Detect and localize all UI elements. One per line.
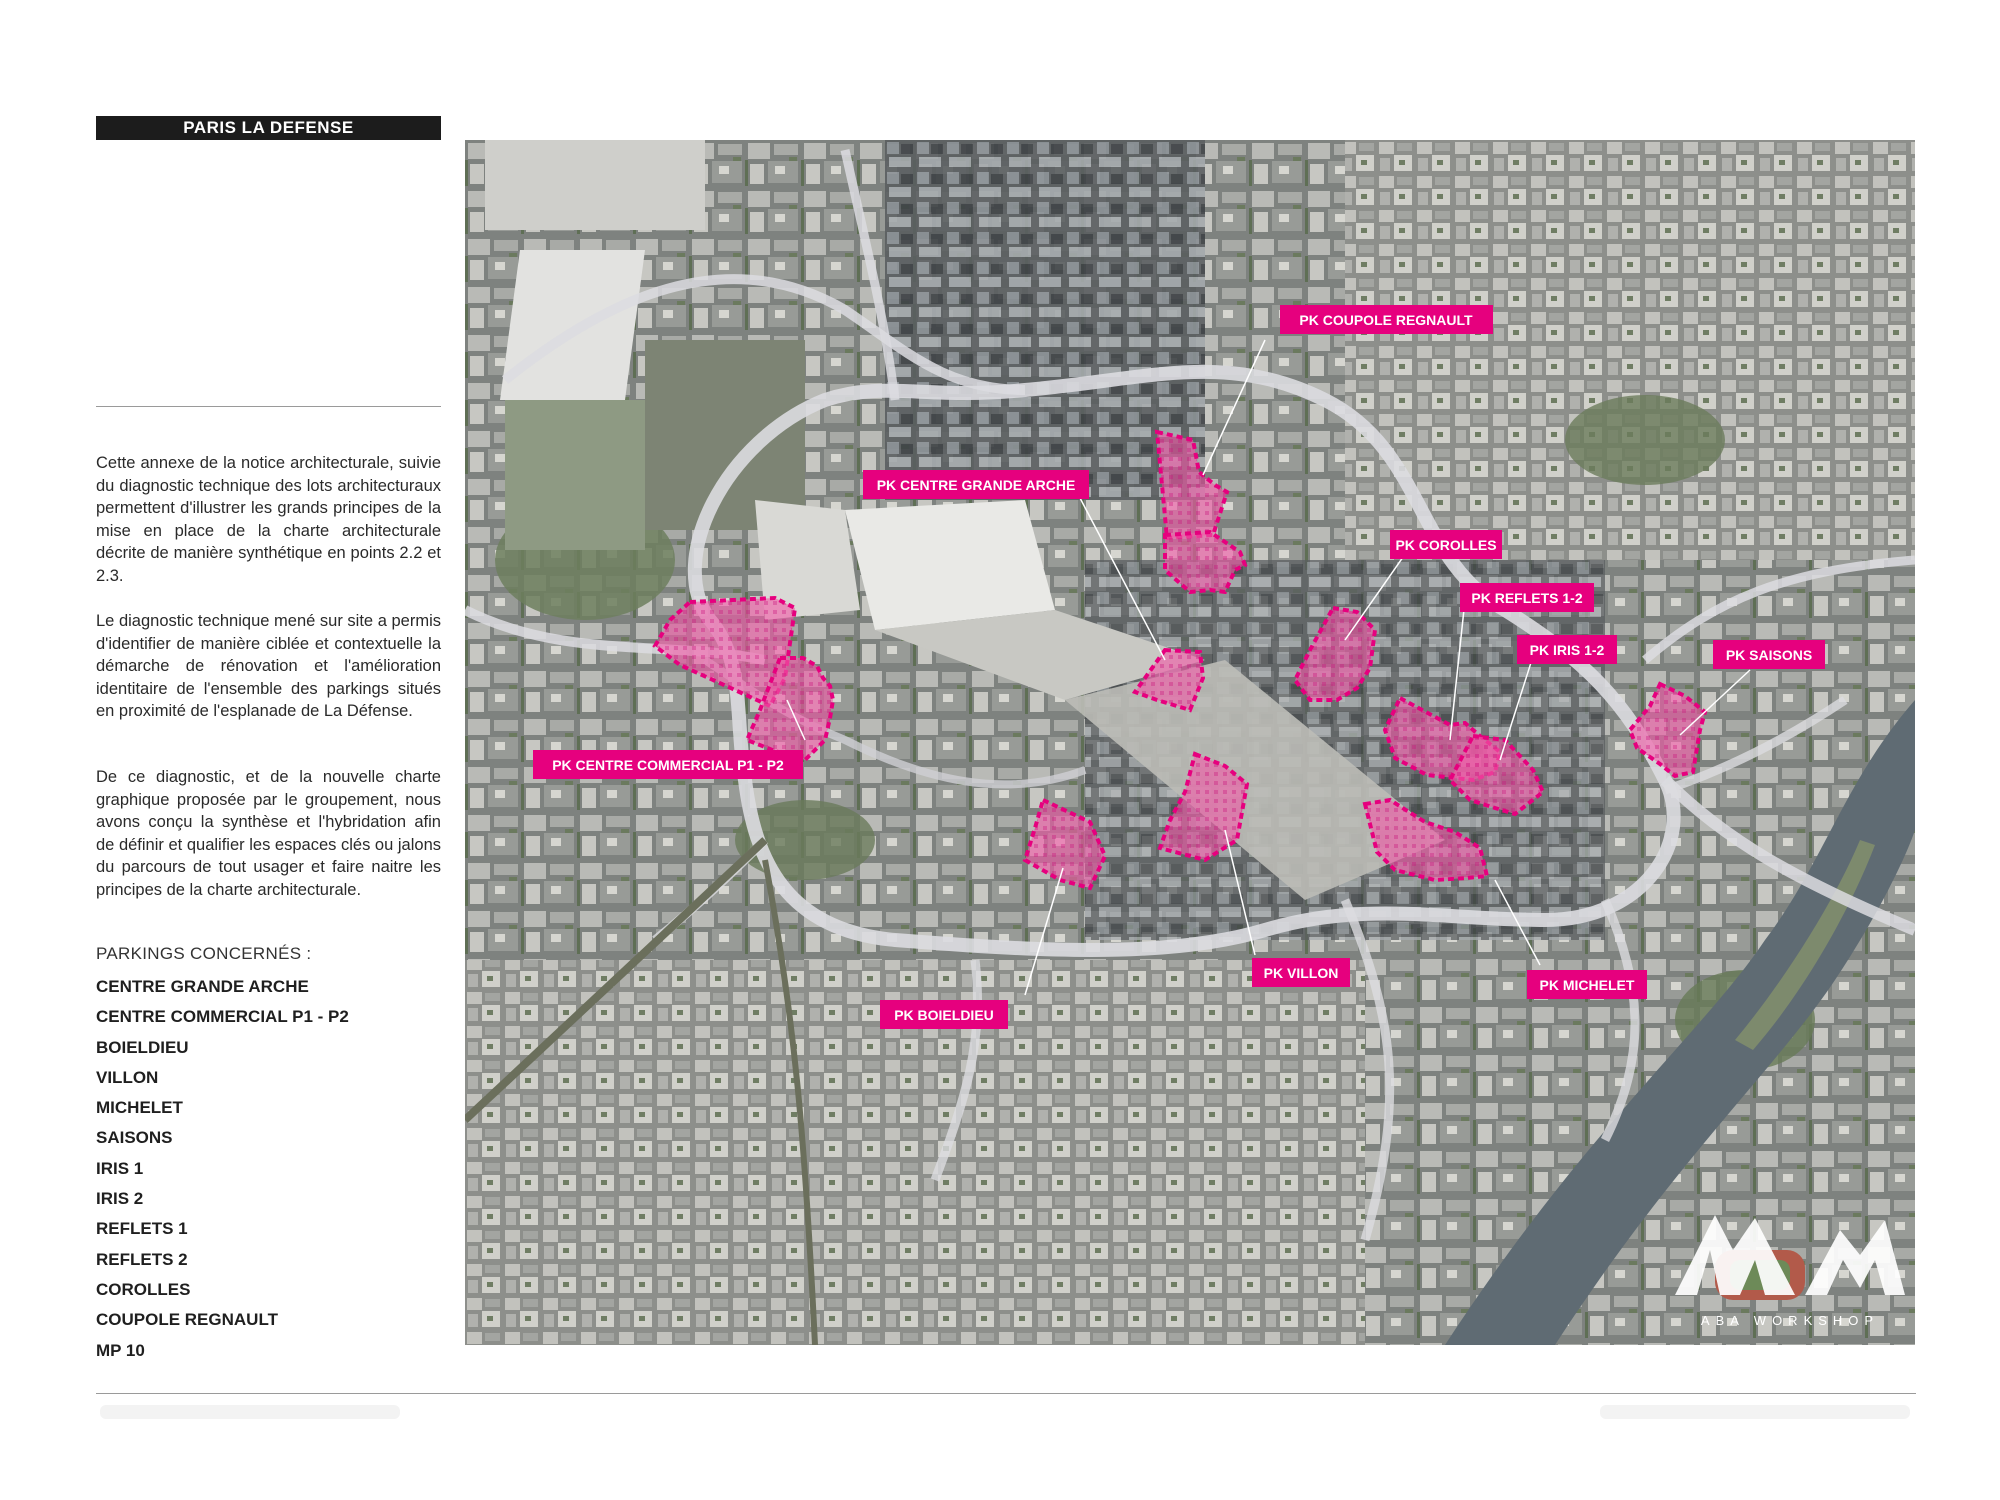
divider-top xyxy=(96,406,441,407)
district-towers xyxy=(885,140,1205,500)
description-paragraph-1: Cette annexe de la notice architecturale, suivie du diagnostic technique des lots architecturaux permettent d'illustrer les grands principes de la mise en place de la charte architecturale décrite de manière synthétique en points 2.2 et 2.3. xyxy=(96,454,441,585)
parking-item: REFLETS 2 xyxy=(96,1249,188,1269)
divider-bottom xyxy=(96,1393,1916,1394)
parking-item: MP 10 xyxy=(96,1340,145,1360)
parking-item: COROLLES xyxy=(96,1279,191,1299)
parking-item: MICHELET xyxy=(96,1098,183,1118)
label-pk-villon[interactable]: PK VILLON xyxy=(1263,965,1339,981)
parking-item: BOIELDIEU xyxy=(96,1037,189,1057)
railway-yard xyxy=(485,140,705,230)
logo-text: ABA WORKSHOP xyxy=(1700,1313,1880,1328)
footer-decoration xyxy=(100,1405,400,1419)
aerial-map[interactable] xyxy=(465,140,1915,1345)
label-pk-centre-grande-arche[interactable]: PK CENTRE GRANDE ARCHE xyxy=(876,477,1076,493)
building-paris-la-defense-arena xyxy=(500,250,645,400)
label-pk-reflets[interactable]: PK REFLETS 1-2 xyxy=(1471,590,1583,606)
label-pk-iris[interactable]: PK IRIS 1-2 xyxy=(1529,642,1605,658)
parking-item: COUPOLE REGNAULT xyxy=(96,1310,278,1330)
parking-item: IRIS 1 xyxy=(96,1158,144,1178)
label-pk-michelet[interactable]: PK MICHELET xyxy=(1539,977,1635,993)
parking-item: SAISONS xyxy=(96,1128,173,1148)
description-paragraph-3: De ce diagnostic, et de la nouvelle charte graphique proposée par le groupement, nous avons conçu la synthèse et l'hybridation afin de définir et qualifier les espaces clés ou jalons du parcours de tout usager et faire naitre les principes de la charte architecturale. xyxy=(96,768,441,899)
label-pk-boieldieu[interactable]: PK BOIELDIEU xyxy=(894,1007,994,1023)
park-area xyxy=(505,400,645,550)
parking-item: CENTRE COMMERCIAL P1 - P2 xyxy=(96,1007,349,1027)
parking-item: CENTRE GRANDE ARCHE xyxy=(96,977,309,996)
cemetery-area xyxy=(645,340,805,530)
label-pk-corolles[interactable]: PK COROLLES xyxy=(1395,537,1497,553)
page-title: PARIS LA DEFENSE xyxy=(96,116,441,140)
footer-decoration xyxy=(1600,1405,1910,1419)
parkings-title: PARKINGS CONCERNÉS : xyxy=(96,944,312,963)
park-area xyxy=(1565,395,1725,485)
parkings-list xyxy=(96,972,349,1366)
grande-arche xyxy=(845,500,1055,630)
description-paragraph-2: Le diagnostic technique mené sur site a permis d'identifier de manière ciblée et contextuelle la démarche de rénovation et l'amélioration identitaire de l'ensemble des parkings situés en proximité de l'esplanade de La Défense. xyxy=(96,612,441,720)
label-pk-saisons[interactable]: PK SAISONS xyxy=(1725,647,1813,663)
parking-item: VILLON xyxy=(96,1067,159,1087)
label-pk-centre-commercial[interactable]: PK CENTRE COMMERCIAL P1 - P2 xyxy=(552,757,784,773)
map-district-northeast xyxy=(1345,140,1915,560)
parking-item: REFLETS 1 xyxy=(96,1219,188,1239)
parking-item: IRIS 2 xyxy=(96,1189,144,1209)
label-pk-coupole-regnault[interactable]: PK COUPOLE REGNAULT xyxy=(1299,312,1473,328)
